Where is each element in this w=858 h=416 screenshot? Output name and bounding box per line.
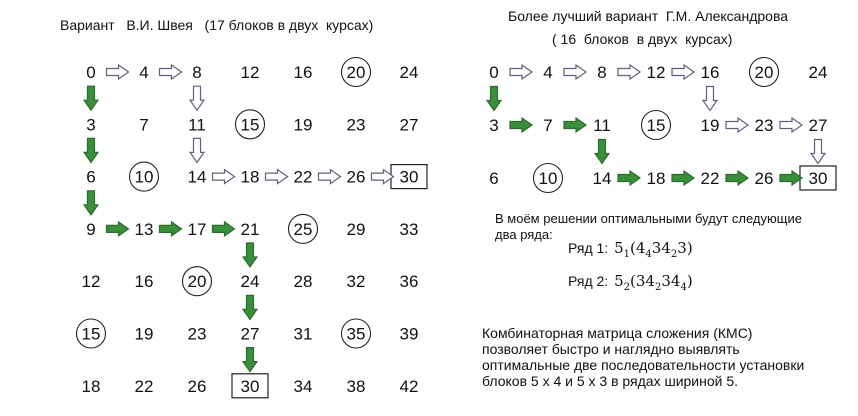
- matrix-cell: 30: [808, 169, 828, 188]
- white-arrow: [564, 65, 586, 79]
- matrix-cell: 24: [399, 63, 419, 82]
- note-line-1: В моём решении оптимальными будут следующие: [495, 211, 802, 226]
- matrix-cell: 23: [187, 324, 207, 344]
- matrix-cell: 8: [597, 63, 607, 82]
- row-2-formula: Ряд 2: $5_2(34_234_4)$: [568, 272, 693, 293]
- green-arrow: [243, 348, 257, 372]
- matrix-cell: 17: [187, 219, 207, 239]
- note-line-2: два ряда:: [495, 227, 553, 242]
- green-arrow: [243, 295, 257, 319]
- matrix-cell: 20: [187, 272, 207, 292]
- matrix-cell: 16: [700, 63, 720, 82]
- matrix-cell: 3: [86, 115, 96, 135]
- matrix-cell: 24: [240, 272, 260, 292]
- matrix-cell: 6: [489, 169, 499, 188]
- left-title: Вариант В.И. Швея (17 блоков в двух курсах): [60, 17, 374, 33]
- matrix-cell: 42: [399, 376, 419, 396]
- green-arrow: [84, 86, 98, 110]
- row-1-formula: Ряд 1: $5_1(4_434_23)$: [568, 239, 693, 260]
- white-arrow: [780, 118, 802, 132]
- matrix-cell: 36: [399, 272, 419, 292]
- paragraph-line-1: Комбинаторная матрица сложения (КМС): [482, 325, 753, 341]
- matrix-cell: 35: [346, 324, 366, 344]
- matrix-cell: 25: [293, 219, 313, 239]
- matrix-cell: 18: [646, 169, 666, 188]
- green-arrow: [243, 243, 257, 267]
- green-arrow: [213, 222, 235, 236]
- matrix-cell: 22: [700, 169, 720, 188]
- matrix-cell: 38: [346, 376, 366, 396]
- matrix-cell: 13: [134, 219, 154, 239]
- matrix-cell: 7: [543, 116, 553, 135]
- white-arrow: [213, 170, 235, 184]
- matrix-cell: 10: [134, 167, 154, 187]
- matrix-cell: 27: [240, 324, 260, 344]
- matrix-cell: 18: [240, 167, 260, 187]
- white-arrow: [703, 87, 717, 111]
- matrix-cell: 30: [240, 376, 260, 396]
- row-2-label: Ряд 2:: [568, 273, 609, 289]
- matrix-cell: 15: [81, 324, 101, 344]
- green-arrow: [107, 222, 129, 236]
- green-arrow: [564, 118, 586, 132]
- matrix-cell: 12: [240, 63, 260, 82]
- white-arrow: [672, 65, 694, 79]
- matrix-cell: 3: [489, 116, 499, 135]
- paragraph-line-3: оптимальные две последовательности установки: [482, 357, 805, 373]
- left-matrix: [77, 58, 428, 398]
- green-arrow: [672, 171, 694, 185]
- matrix-cell: 39: [399, 324, 419, 344]
- matrix-cell: 0: [489, 63, 499, 82]
- right-title-line2: ( 16 блоков в двух курсах): [552, 31, 733, 47]
- matrix-cell: 8: [192, 63, 202, 82]
- matrix-cell: 30: [399, 167, 419, 187]
- white-arrow: [319, 170, 341, 184]
- matrix-cell: 15: [240, 115, 260, 135]
- white-arrow: [190, 138, 204, 162]
- paragraph-line-4: блоков 5 х 4 и 5 х 3 в рядах шириной 5.: [482, 373, 739, 389]
- white-arrow: [510, 65, 532, 79]
- green-arrow: [780, 171, 802, 185]
- matrix-cell: 6: [86, 167, 96, 187]
- green-arrow: [487, 87, 501, 111]
- white-arrow: [372, 170, 394, 184]
- right-title-line1: Более лучший вариант Г.М. Александрова: [508, 8, 789, 24]
- matrix-cell: 0: [86, 63, 96, 82]
- matrix-cell: 19: [700, 116, 720, 135]
- white-arrow: [726, 118, 748, 132]
- white-arrow: [618, 65, 640, 79]
- matrix-cell: 26: [754, 169, 774, 188]
- matrix-cell: 11: [188, 115, 206, 135]
- description-paragraph: [482, 325, 804, 389]
- matrix-cell: 23: [346, 115, 366, 135]
- matrix-cell: 14: [592, 169, 612, 188]
- matrix-cell: 12: [646, 63, 666, 82]
- white-arrow: [811, 140, 825, 164]
- matrix-cell: 29: [346, 219, 366, 239]
- green-arrow: [726, 171, 748, 185]
- green-arrow: [160, 222, 182, 236]
- matrix-cell: 4: [139, 63, 149, 82]
- white-arrow: [266, 170, 288, 184]
- matrix-cell: 26: [346, 167, 366, 187]
- matrix-cell: 22: [293, 167, 313, 187]
- matrix-cell: 22: [134, 376, 154, 396]
- green-arrow: [618, 171, 640, 185]
- matrix-cell: 15: [646, 116, 666, 135]
- white-arrow: [160, 65, 182, 79]
- matrix-cell: 14: [187, 167, 207, 187]
- white-arrow: [107, 65, 129, 79]
- matrix-cell: 33: [399, 219, 419, 239]
- matrix-cell: 20: [754, 63, 774, 82]
- matrix-cell: 31: [293, 324, 313, 344]
- matrix-cell: 7: [139, 115, 149, 135]
- matrix-cell: 12: [81, 272, 101, 292]
- matrix-cell: 11: [593, 116, 611, 135]
- paragraph-line-2: позволяет быстро и наглядно выявлять: [482, 341, 740, 357]
- matrix-cell: 10: [538, 169, 558, 188]
- green-arrow: [510, 118, 532, 132]
- matrix-cell: 21: [240, 219, 260, 239]
- green-arrow: [84, 138, 98, 162]
- white-arrow: [190, 86, 204, 110]
- matrix-cell: 27: [399, 115, 419, 135]
- matrix-cell: 32: [346, 272, 366, 292]
- matrix-cell: 16: [134, 272, 154, 292]
- matrix-cell: 34: [293, 376, 313, 396]
- matrix-cell: 18: [81, 376, 101, 396]
- matrix-cell: 4: [543, 63, 553, 82]
- matrix-cell: 20: [346, 63, 366, 82]
- matrix-cell: 19: [293, 115, 313, 135]
- matrix-cell: 26: [187, 376, 207, 396]
- matrix-cell: 27: [808, 116, 828, 135]
- matrix-cell: 19: [134, 324, 154, 344]
- matrix-cell: 24: [808, 63, 828, 82]
- right-matrix: [487, 58, 836, 193]
- matrix-cell: 16: [293, 63, 313, 82]
- green-arrow: [595, 140, 609, 164]
- row-1-label: Ряд 1:: [568, 240, 609, 256]
- matrix-cell: 23: [754, 116, 774, 135]
- matrix-cell: 28: [293, 272, 313, 292]
- green-arrow: [84, 191, 98, 215]
- matrix-cell: 9: [86, 219, 96, 239]
